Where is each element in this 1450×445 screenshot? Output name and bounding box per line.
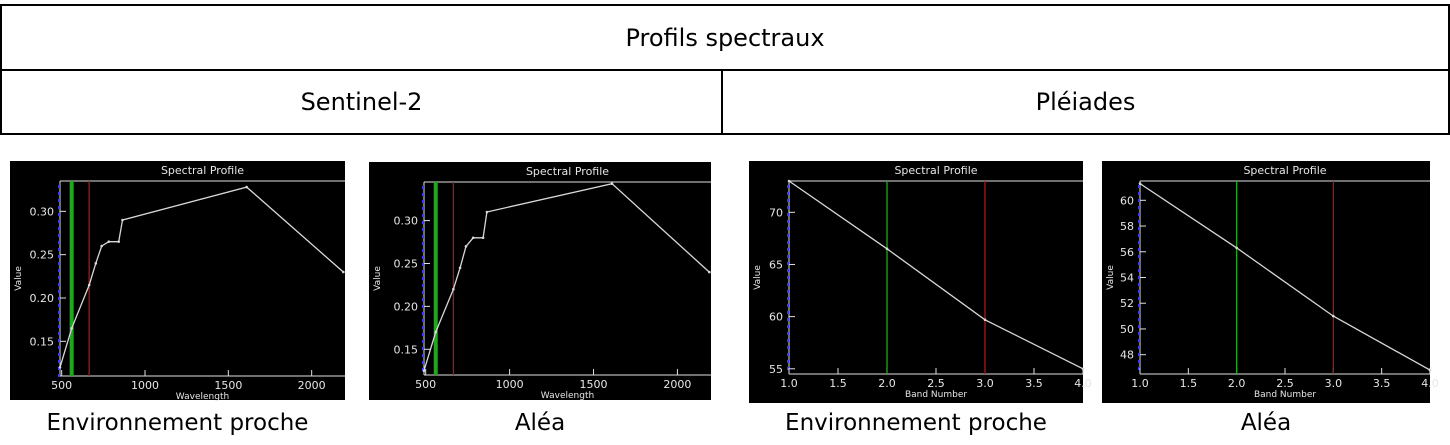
x-tick-label: 1.0 (1131, 377, 1149, 390)
caption-alea-pleiades: Aléa (1240, 410, 1292, 436)
plot-background (1102, 161, 1430, 403)
x-tick-label: 1000 (495, 378, 524, 391)
y-minor-tick (58, 353, 60, 356)
y-minor-tick (1138, 192, 1140, 195)
data-point (459, 266, 462, 269)
y-minor-tick (787, 220, 789, 223)
y-tick-label: 48 (1120, 348, 1134, 362)
y-minor-tick (422, 361, 424, 364)
x-tick-label: 3.5 (1372, 377, 1391, 390)
data-point (1332, 315, 1335, 318)
chart-title: Spectral Profile (1243, 164, 1327, 177)
y-minor-tick (787, 339, 789, 342)
y-minor-tick (58, 283, 60, 286)
plot-background (749, 161, 1083, 403)
y-minor-tick (422, 312, 424, 315)
chart-title: Spectral Profile (525, 165, 610, 178)
y-minor-tick (1138, 332, 1140, 335)
y-minor-tick (422, 326, 424, 329)
data-point (708, 271, 711, 274)
y-minor-tick (422, 319, 424, 322)
spectral-profile-chart-4 (1102, 161, 1439, 403)
y-tick-label: 52 (1120, 297, 1134, 311)
plot-svg (369, 162, 711, 400)
y-tick-label: 58 (1120, 220, 1134, 234)
y-minor-tick (1138, 304, 1140, 307)
y-minor-tick (422, 291, 424, 294)
data-point (886, 248, 889, 251)
y-tick-label: 0.15 (393, 343, 418, 357)
x-tick-label: 2.0 (878, 377, 896, 390)
spectral-profile-chart-3 (749, 161, 1092, 403)
data-point (88, 284, 91, 287)
y-tick-label: 70 (769, 206, 783, 220)
y-minor-tick (422, 354, 424, 357)
x-axis-label: Band Number (904, 390, 968, 400)
x-axis-label: Wavelength (175, 392, 230, 402)
x-tick-label: 1.5 (1179, 377, 1198, 390)
spectral-profile-chart-2 (369, 162, 711, 400)
y-minor-tick (1138, 311, 1140, 314)
y-minor-tick (787, 332, 789, 335)
x-tick-label: 2.5 (1276, 377, 1294, 390)
y-axis-label: Value (373, 266, 383, 291)
y-minor-tick (1138, 199, 1140, 202)
y-minor-tick (787, 325, 789, 328)
data-point (245, 186, 248, 189)
y-minor-tick (1138, 241, 1140, 244)
y-minor-tick (787, 234, 789, 237)
caption-environnement-proche-pleiades: Environnement proche (785, 410, 1047, 436)
y-minor-tick (787, 304, 789, 307)
y-minor-tick (58, 192, 60, 195)
x-axis-label: Band Number (1253, 390, 1317, 400)
chart-title: Spectral Profile (894, 164, 978, 177)
chart-title: Spectral Profile (160, 164, 245, 177)
y-minor-tick (1138, 220, 1140, 223)
data-point (482, 236, 485, 239)
y-minor-tick (422, 249, 424, 252)
spectral-profile-chart-1 (10, 161, 345, 400)
y-minor-tick (1138, 234, 1140, 237)
data-point (472, 236, 475, 239)
y-tick-label: 65 (769, 258, 783, 272)
data-point (100, 245, 103, 248)
x-tick-label: 1.5 (829, 377, 847, 390)
y-minor-tick (787, 185, 789, 188)
pleiades-header: Pléiades (1035, 88, 1136, 116)
y-minor-tick (58, 199, 60, 202)
y-minor-tick (787, 360, 789, 363)
y-minor-tick (58, 241, 60, 244)
data-point (788, 180, 791, 183)
y-tick-label: 0.20 (29, 292, 54, 305)
x-tick-label: 3.0 (976, 377, 994, 390)
y-tick-label: 50 (1120, 322, 1134, 336)
y-minor-tick (1138, 297, 1140, 300)
sentinel-header: Sentinel-2 (300, 88, 423, 116)
y-minor-tick (1138, 206, 1140, 209)
y-minor-tick (422, 263, 424, 266)
y-minor-tick (1138, 318, 1140, 321)
x-tick-label: 1.0 (780, 377, 798, 390)
y-minor-tick (58, 360, 60, 363)
x-tick-label: 1500 (214, 379, 243, 392)
data-point (423, 369, 426, 372)
y-tick-label: 0.25 (393, 257, 418, 271)
data-point (452, 288, 455, 291)
y-axis-label: Value (14, 266, 24, 291)
data-point (611, 182, 614, 185)
x-tick-label: 2000 (297, 379, 326, 392)
y-minor-tick (787, 206, 789, 209)
y-minor-tick (58, 339, 60, 342)
y-minor-tick (422, 186, 424, 189)
y-minor-tick (58, 255, 60, 258)
y-minor-tick (422, 347, 424, 350)
y-minor-tick (787, 353, 789, 356)
y-minor-tick (787, 262, 789, 265)
x-tick-label: 3.5 (1025, 377, 1043, 390)
y-minor-tick (422, 193, 424, 196)
y-minor-tick (1138, 325, 1140, 328)
y-minor-tick (58, 297, 60, 300)
y-tick-label: 60 (769, 310, 783, 324)
y-minor-tick (422, 242, 424, 245)
y-minor-tick (422, 200, 424, 203)
table-title: Profils spectraux (625, 23, 825, 52)
y-minor-tick (787, 192, 789, 195)
y-tick-label: 60 (1120, 194, 1134, 208)
y-minor-tick (422, 207, 424, 210)
y-minor-tick (1138, 269, 1140, 272)
data-point (984, 318, 987, 321)
y-minor-tick (58, 206, 60, 209)
y-minor-tick (1138, 290, 1140, 293)
y-minor-tick (58, 262, 60, 265)
y-minor-tick (58, 290, 60, 293)
y-minor-tick (58, 269, 60, 272)
y-minor-tick (422, 298, 424, 301)
y-minor-tick (1138, 346, 1140, 349)
x-tick-label: 1500 (579, 378, 608, 391)
y-minor-tick (58, 374, 60, 377)
caption-environnement-proche-sentinel: Environnement proche (46, 410, 309, 436)
y-minor-tick (422, 340, 424, 343)
data-point (434, 331, 437, 334)
x-tick-label: 4.0 (1421, 377, 1439, 390)
y-minor-tick (58, 304, 60, 307)
y-minor-tick (422, 270, 424, 273)
sentinel-header-cell (0, 69, 723, 135)
y-minor-tick (1138, 283, 1140, 286)
data-point (1235, 247, 1238, 250)
y-tick-label: 0.20 (393, 300, 418, 314)
data-point (486, 211, 489, 214)
x-tick-label: 1000 (131, 379, 159, 392)
data-point (95, 262, 98, 265)
y-axis-label: Value (753, 265, 763, 290)
x-tick-label: 2000 (663, 378, 692, 391)
y-minor-tick (58, 276, 60, 279)
y-tick-label: 56 (1120, 245, 1134, 259)
y-minor-tick (1138, 262, 1140, 265)
y-tick-label: 0.30 (393, 214, 418, 228)
x-axis-label: Wavelength (540, 391, 595, 401)
y-minor-tick (787, 290, 789, 293)
y-minor-tick (422, 333, 424, 336)
y-minor-tick (422, 284, 424, 287)
y-minor-tick (58, 227, 60, 230)
y-minor-tick (58, 318, 60, 321)
y-minor-tick (1138, 360, 1140, 363)
y-minor-tick (1138, 255, 1140, 258)
y-minor-tick (422, 228, 424, 231)
y-minor-tick (58, 185, 60, 188)
y-minor-tick (1138, 213, 1140, 216)
y-axis-label: Value (1106, 265, 1116, 290)
y-minor-tick (58, 220, 60, 223)
y-minor-tick (58, 346, 60, 349)
data-point (70, 327, 73, 330)
y-tick-label: 55 (769, 362, 783, 376)
y-minor-tick (787, 311, 789, 314)
y-tick-label: 54 (1120, 271, 1134, 285)
plot-svg (749, 161, 1092, 403)
x-tick-label: 2.5 (927, 377, 945, 390)
y-minor-tick (787, 276, 789, 279)
x-tick-label: 500 (51, 379, 73, 392)
y-minor-tick (787, 248, 789, 251)
y-minor-tick (58, 234, 60, 237)
y-tick-label: 0.30 (29, 205, 54, 219)
y-minor-tick (1138, 353, 1140, 356)
data-point (59, 366, 62, 369)
y-minor-tick (58, 325, 60, 328)
y-minor-tick (422, 256, 424, 259)
y-minor-tick (422, 235, 424, 238)
x-tick-label: 4.0 (1074, 377, 1092, 390)
plot-svg (1102, 161, 1439, 403)
data-point (1429, 369, 1432, 372)
table-title-cell (0, 4, 1450, 71)
data-point (117, 240, 120, 243)
y-minor-tick (422, 277, 424, 280)
y-minor-tick (422, 214, 424, 217)
y-minor-tick (58, 311, 60, 314)
data-point (108, 240, 111, 243)
y-tick-label: 0.15 (29, 335, 54, 349)
y-minor-tick (787, 269, 789, 272)
y-minor-tick (787, 318, 789, 321)
y-minor-tick (58, 213, 60, 216)
data-point (1139, 182, 1142, 185)
x-tick-label: 3.0 (1324, 377, 1343, 390)
data-point (342, 271, 345, 274)
y-minor-tick (1138, 276, 1140, 279)
x-tick-label: 500 (415, 378, 437, 391)
y-minor-tick (422, 221, 424, 224)
y-minor-tick (787, 241, 789, 244)
pleiades-header-cell (721, 69, 1450, 135)
plot-svg (10, 161, 345, 400)
data-point (1082, 367, 1085, 370)
caption-alea-sentinel: Aléa (514, 410, 566, 436)
y-minor-tick (422, 305, 424, 308)
y-minor-tick (1138, 248, 1140, 251)
x-tick-label: 2.0 (1227, 377, 1246, 390)
y-minor-tick (1138, 339, 1140, 342)
y-minor-tick (787, 297, 789, 300)
y-minor-tick (1138, 227, 1140, 230)
y-minor-tick (787, 199, 789, 202)
y-minor-tick (58, 248, 60, 251)
plot-background (369, 162, 711, 400)
y-minor-tick (787, 213, 789, 216)
y-minor-tick (787, 283, 789, 286)
y-tick-label: 0.25 (29, 248, 54, 262)
y-minor-tick (58, 332, 60, 335)
data-point (121, 219, 124, 222)
y-minor-tick (787, 346, 789, 349)
y-minor-tick (787, 255, 789, 258)
y-minor-tick (787, 227, 789, 230)
y-minor-tick (1138, 185, 1140, 188)
data-point (465, 245, 468, 248)
